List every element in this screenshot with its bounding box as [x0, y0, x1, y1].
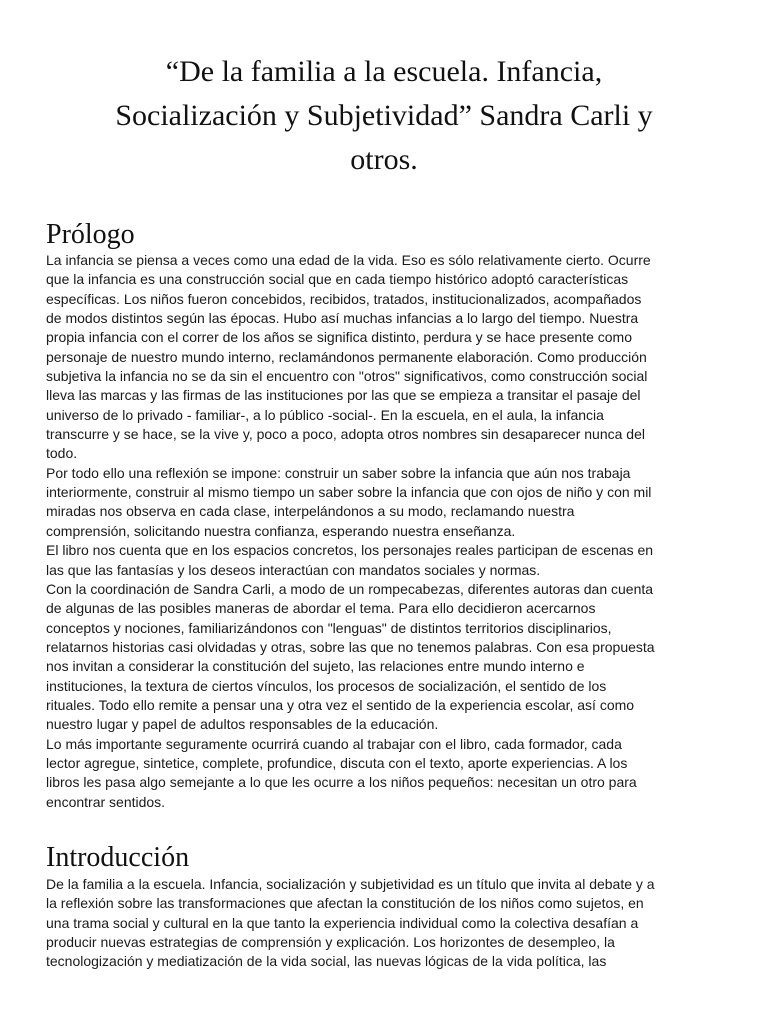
text-line: tecnologización y mediatización de la vida social, las nuevas lógicas de la vida política, las	[46, 953, 607, 970]
text-line: miradas nos observa en cada clase, interpelándonos a su modo, reclamando nuestra	[46, 503, 575, 520]
text-line: interiormente, construir al mismo tiempo un saber sobre la infancia que con ojos de niño y con mil	[46, 484, 652, 501]
paragraph	[46, 580, 730, 735]
text-line: la reflexión sobre las transformaciones que afectan la constitución de los niños como sujetos, en	[46, 895, 644, 912]
text-line: encontrar sentidos.	[46, 793, 166, 810]
text-line: lector agregue, sintetice, complete, profundice, discuta con el texto, aporte experiencias. A los	[46, 754, 628, 771]
text-line: instituciones, la textura de ciertos vínculos, los procesos de socialización, el sentido de los	[46, 677, 607, 694]
text-line: universo de lo privado - familiar-, a lo público -social-. En la escuela, en el aula, la infancia	[46, 406, 604, 423]
paragraph	[46, 464, 730, 541]
text-line: relatarnos historias casi olvidadas y otras, sobre las que no tenemos palabras. Con esa propuesta	[46, 638, 655, 655]
text-line: rituales. Todo ello remite a pensar una y otra vez el sentido de la experiencia escolar, así como	[46, 696, 635, 713]
document-title	[40, 50, 728, 182]
text-line: que la infancia es una construcción social que en cada tiempo histórico adoptó características	[46, 271, 629, 288]
prologo-body	[46, 251, 730, 812]
text-line: todo.	[46, 445, 78, 462]
title-line: “De la familia a la escuela. Infancia,	[165, 55, 603, 88]
text-line: una trama social y cultural en la que tanto la experiencia individual como la colectiva desafían a	[46, 914, 639, 931]
text-line: personaje de nuestro mundo interno, reclamándonos permanente elaboración. Como producción	[46, 348, 647, 365]
text-line: comprensión, solicitando nuestra confianza, esperando nuestra enseñanza.	[46, 522, 516, 539]
text-line: libros les pasa algo semejante a lo que les ocurre a los niños pequeños: necesitan un otro para	[46, 774, 637, 791]
text-line: las que las fantasías y los deseos interactúan con mandatos sociales y normas.	[46, 561, 541, 578]
text-line: lleva las marcas y las firmas de las instituciones por las que se empieza a transitar el pasaje del	[46, 387, 641, 404]
text-line: El libro nos cuenta que en los espacios concretos, los personajes reales participan de escenas en	[46, 542, 654, 559]
text-line: propia infancia con el correr de los años se significa distinto, perdura y se hace presente como	[46, 329, 632, 346]
text-line: Por todo ello una reflexión se impone: construir un saber sobre la infancia que aún nos trabaja	[46, 464, 631, 481]
text-line: subjetiva la infancia no se da sin el encuentro con "otros" significativos, como construcción social	[46, 368, 648, 385]
introduccion-heading: Introducción	[46, 842, 190, 873]
paragraph	[46, 251, 730, 464]
text-line: La infancia se piensa a veces como una edad de la vida. Eso es sólo relativamente cierto. Ocurre	[46, 252, 651, 268]
text-line: Con la coordinación de Sandra Carli, a modo de un rompecabezas, diferentes autoras dan cuenta	[46, 580, 654, 597]
text-line: nuestro lugar y papel de adultos responsables de la educación.	[46, 716, 439, 733]
text-line: específicas. Los niños fueron concebidos, recibidos, tratados, institucionalizados, acompañados	[46, 290, 642, 307]
text-line: De la familia a la escuela. Infancia, socialización y subjetividad es un título que invita al debate y a	[46, 876, 655, 892]
paragraph	[46, 875, 730, 972]
text-line: nos invitan a considerar la constitución del sujeto, las relaciones entre mundo interno e	[46, 658, 585, 675]
title-line: otros.	[350, 143, 418, 176]
introduccion-body	[46, 875, 730, 975]
paragraph	[46, 735, 730, 812]
paragraph	[46, 541, 730, 580]
text-line: producir nuevas estrategias de comprensión y explicación. Los horizontes de desempleo, la	[46, 934, 615, 951]
prologo-heading: Prólogo	[46, 219, 135, 250]
text-line: de algunas de las posibles maneras de abordar el tema. Para ello decidieron acercarnos	[46, 600, 596, 617]
text-line: transcurre y se hace, se la vive y, poco a poco, adopta otros nombres sin desaparecer nunca del	[46, 426, 645, 443]
text-line: de modos distintos según las épocas. Hubo así muchas infancias a lo largo del tiempo. Nuestra	[46, 310, 639, 327]
text-line: conceptos y nociones, familiarizándonos con "lenguas" de distintos territorios disciplinarios,	[46, 619, 612, 636]
text-line: Lo más importante seguramente ocurrirá cuando al trabajar con el libro, cada formador, cada	[46, 735, 622, 752]
title-line: Socialización y Subjetividad” Sandra Carli y	[115, 99, 653, 132]
